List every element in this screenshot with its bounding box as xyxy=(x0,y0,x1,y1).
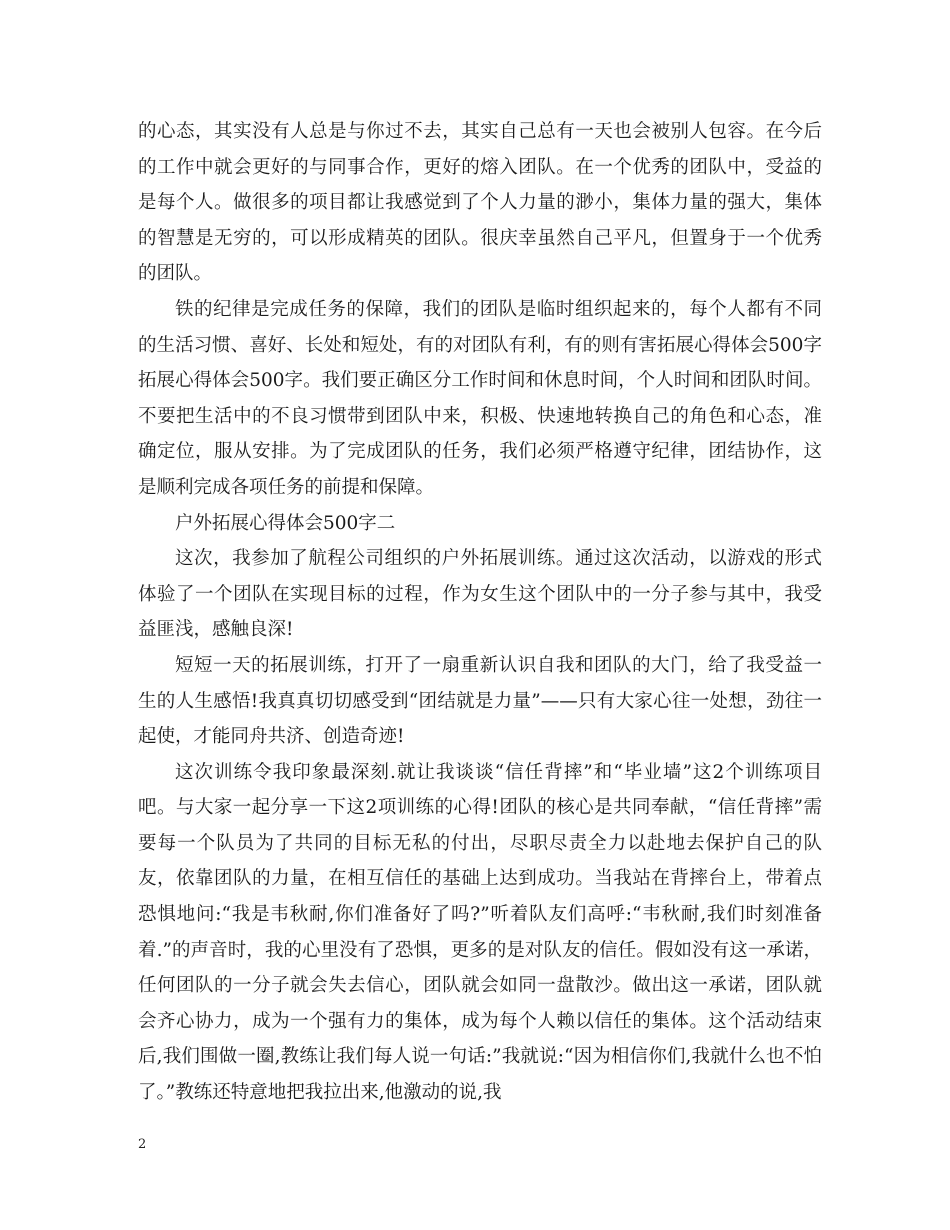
paragraph-discipline: 铁的纪律是完成任务的保障，我们的团队是临时组织起来的，每个人都有不同的生活习惯、喜好、长处和短处，有的对团队有利，有的则有害拓展心得体会500字拓展心得体会500字。我们要正确区分工作时间和休息时间，个人时间和团队时间。不要把生活中的不良习惯带到团队中来，积极、快速地转换自己的角色和心态，准确定位，服从安排。为了完成团队的任务，我们必须严格遵守纪律，团结协作，这是顺利完成各项任务的前提和保障。 xyxy=(138,298,822,498)
document-body xyxy=(138,114,822,1111)
paragraph-continuation: 的心态，其实没有人总是与你过不去，其实自己总有一天也会被别人包容。在今后的工作中就会更好的与同事合作，更好的熔入团队。在一个优秀的团队中，受益的是每个人。做很多的项目都让我感觉到了个人力量的渺小，集体力量的强大，集体的智慧是无穷的，可以形成精英的团队。很庆幸虽然自己平凡，但置身于一个优秀的团队。 xyxy=(138,121,822,285)
section-heading: 户外拓展心得体会500字二 xyxy=(175,512,396,534)
paragraph-one-day-training: 短短一天的拓展训练，打开了一扇重新认识自我和团队的大门，给了我受益一生的人生感悟!我真真切切感受到“团结就是力量”——只有大家心往一处想，劲往一起使，才能同舟共济、创造奇迹! xyxy=(138,654,822,748)
page-number: 2 xyxy=(138,1137,147,1152)
paragraph-trust-fall: 这次训练令我印象最深刻.就让我谈谈“信任背摔”和“毕业墙”这2个训练项目吧。与大家一起分享一下这2项训练的心得!团队的核心是共同奉献，“信任背摔”需要每一个队员为了共同的目标无私的付出，尽职尽责全力以赴地去保护自己的队友，依靠团队的力量，在相互信任的基础上达到成功。当我站在背摔台上，带着点恐惧地问:“我是韦秋耐,你们准备好了吗?”听着队友们高呼:“韦秋耐,我们时刻准备着.”的声音时，我的心里没有了恐惧，更多的是对队友的信任。假如没有这一承诺，任何团队的一分子就会失去信心，团队就会如同一盘散沙。做出这一承诺，团队就会齐心协力，成为一个强有力的集体，成为每个人赖以信任的集体。这个活动结束后,我们围做一圈,教练让我们每人说一句话:”我就说:“因为相信你们,我就什么也不怕了。”教练还特意地把我拉出来,他激动的说,我 xyxy=(138,761,822,1104)
paragraph-training-intro: 这次，我参加了航程公司组织的户外拓展训练。通过这次活动，以游戏的形式体验了一个团队在实现目标的过程，作为女生这个团队中的一分子参与其中，我受益匪浅，感触良深! xyxy=(138,548,822,641)
